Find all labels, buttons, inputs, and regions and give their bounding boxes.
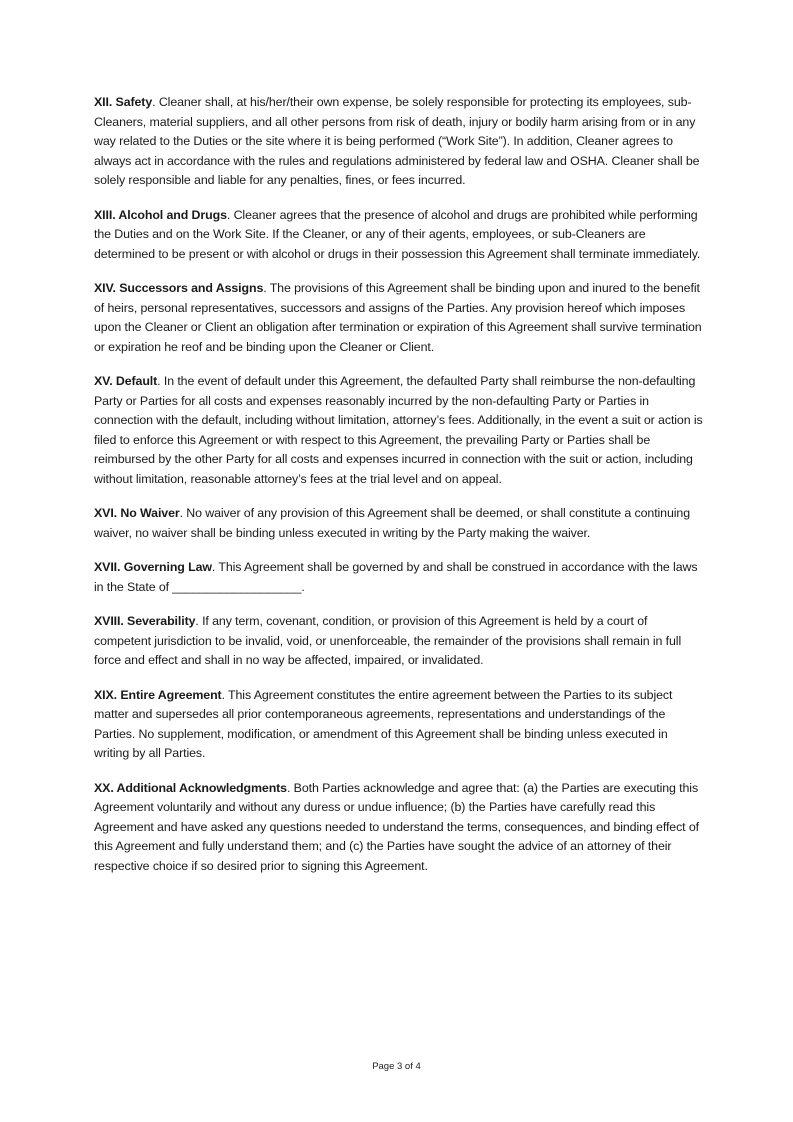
section-text: Cleaner agrees that the presence of alcohol and drugs are prohibited while performing the Duties and on the Work Site. If the Cleaner, or any of their agents, employees, or sub-Cleaners are determined to be present or with alcohol or drugs in their possession this Agreement shall terminate immediately.: [94, 207, 701, 261]
section-text: In the event of default under this Agreement, the defaulted Party shall reimburse the non-defaulting Party or Parties for all costs and expenses reasonably incurred by the non-defaulting Party or Parties in connection with the default, including without limitation, attorney’s fees. Additionally, in the event a suit or action is filed to enforce this Agreement or with respect to this Agreement, the prevailing Party or Parties shall be reimbursed by the other Party for all costs and expenses incurred in connection with the suit or action, including without limitation, reasonable attorney’s fees at the trial level and on appeal.: [94, 374, 703, 486]
section-no-waiver: XVI. No Waiver. No waiver of any provision of this Agreement shall be deemed, or shall constitute a continuing waiver, no waiver shall be binding unless executed in writing by the Party making the waiver.: [94, 506, 691, 540]
document-body: [94, 93, 706, 891]
section-heading: XVI. No Waiver: [94, 506, 180, 520]
section-heading: XX. Additional Acknowledgments: [94, 780, 287, 795]
section-heading: XV. Default: [94, 374, 158, 388]
section-text: This Agreement constitutes the entire agreement between the Parties to its subject matter and supersedes all prior contemporaneous agreements, representations and understandings of the Parties. No supplement, modification, or amendment of this Agreement shall be binding unless executed in writing by all Parties.: [94, 687, 673, 760]
section-heading: XVII. Governing Law: [94, 560, 212, 574]
section-heading: XII. Safety: [94, 95, 153, 109]
section-entire-agreement: XIX. Entire Agreement. This Agreement constitutes the entire agreement between the Parties to its subject matter and supersedes all prior contemporaneous agreements, representations and understandings of the Parties. No supplement, modification, or amendment of this Agreement shall be binding unless executed in writing by all Parties.: [94, 687, 673, 760]
section-alcohol-and-drugs: XIII. Alcohol and Drugs. Cleaner agrees that the presence of alcohol and drugs are prohibited while performing the Duties and on the Work Site. If the Cleaner, or any of their agents, employees, or sub-Cleaners are determined to be present or with alcohol or drugs in their possession this Agreement shall terminate immediately.: [94, 207, 701, 261]
section-severability: XVIII. Severability. If any term, covenant, condition, or provision of this Agreement is held by a court of competent jurisdiction to be invalid, void, or unenforceable, the remainder of the provisions shall remain in full force and effect and shall in no way be affected, impaired, or invalidated.: [94, 614, 682, 667]
section-heading: XIII. Alcohol and Drugs: [94, 207, 227, 222]
section-text: This Agreement shall be governed by and shall be construed in accordance with the laws in the State of ___________________.: [94, 560, 698, 594]
section-safety: XII. Safety. Cleaner shall, at his/her/their own expense, be solely responsible for protecting its employees, sub-Cleaners, material suppliers, and all other persons from risk of death, injury or bodily harm arising from or in any way related to the Duties or the site where it is being performed (“Work Site”). In addition, Cleaner agrees to always act in accordance with the rules and regulations administered by federal law and OSHA. Cleaner shall be solely responsible and liable for any penalties, fines, or fees incurred.: [94, 95, 700, 187]
section-text: The provisions of this Agreement shall be binding upon and inured to the benefit of heirs, personal representatives, successors and assigns of the Parties. Any provision hereof which imposes upon the Cleaner or Client an obligation after termination or expiration of this Agreement shall survive termination or expiration he reof and be binding upon the Cleaner or Client.: [94, 281, 702, 354]
section-governing-law: XVII. Governing Law. This Agreement shall be governed by and shall be construed in accordance with the laws in the State of ___________________.: [94, 560, 698, 594]
section-additional-acknowledgments: XX. Additional Acknowledgments. Both Parties acknowledge and agree that: (a) the Parties are executing this Agreement voluntarily and without any duress or undue influence; (b) the Parties have carefully read this Agreement and have asked any questions needed to understand the terms, consequences, and binding effect of this Agreement and fully understand them; and (c) the Parties have sought the advice of an attorney of their respective choice if so desired prior to signing this Agreement.: [94, 780, 700, 873]
page-number-footer: Page 3 of 4: [372, 1061, 421, 1072]
section-text: No waiver of any provision of this Agreement shall be deemed, or shall constitute a continuing waiver, no waiver shall be binding unless executed in writing by the Party making the waiver.: [94, 506, 691, 540]
section-text: Cleaner shall, at his/her/their own expense, be solely responsible for protecting its employees, sub-Cleaners, material suppliers, and all other persons from risk of death, injury or bodily harm arising from or in any way related to the Duties or the site where it is being performed (“Work Site”). In addition, Cleaner agrees to always act in accordance with the rules and regulations administered by federal law and OSHA. Cleaner shall be solely responsible and liable for any penalties, fines, or fees incurred.: [94, 95, 700, 187]
section-heading: XVIII. Severability: [94, 614, 196, 628]
section-text: Both Parties acknowledge and agree that: (a) the Parties are executing this Agreement voluntarily and without any duress or undue influence; (b) the Parties have carefully read this Agreement and have asked any questions needed to understand the terms, consequences, and binding effect of this Agreement and fully understand them; and (c) the Parties have sought the advice of an attorney of their respective choice if so desired prior to signing this Agreement.: [94, 780, 700, 873]
section-successors-and-assigns: XIV. Successors and Assigns. The provisions of this Agreement shall be binding upon and inured to the benefit of heirs, personal representatives, successors and assigns of the Parties. Any provision hereof which imposes upon the Cleaner or Client an obligation after termination or expiration of this Agreement shall survive termination or expiration he reof and be binding upon the Cleaner or Client.: [94, 281, 702, 354]
section-default: XV. Default. In the event of default under this Agreement, the defaulted Party shall reimburse the non-defaulting Party or Parties for all costs and expenses reasonably incurred by the non-defaulting Party or Parties in connection with the default, including without limitation, attorney’s fees. Additionally, in the event a suit or action is filed to enforce this Agreement or with respect to this Agreement, the prevailing Party or Parties shall be reimbursed by the other Party for all costs and expenses incurred in connection with the suit or action, including without limitation, reasonable attorney’s fees at the trial level and on appeal.: [94, 374, 703, 486]
section-text: If any term, covenant, condition, or provision of this Agreement is held by a court of competent jurisdiction to be invalid, void, or unenforceable, the remainder of the provisions shall remain in full force and effect and shall in no way be affected, impaired, or invalidated.: [94, 614, 682, 667]
section-heading: XIV. Successors and Assigns: [94, 281, 264, 295]
section-heading: XIX. Entire Agreement: [94, 687, 222, 702]
